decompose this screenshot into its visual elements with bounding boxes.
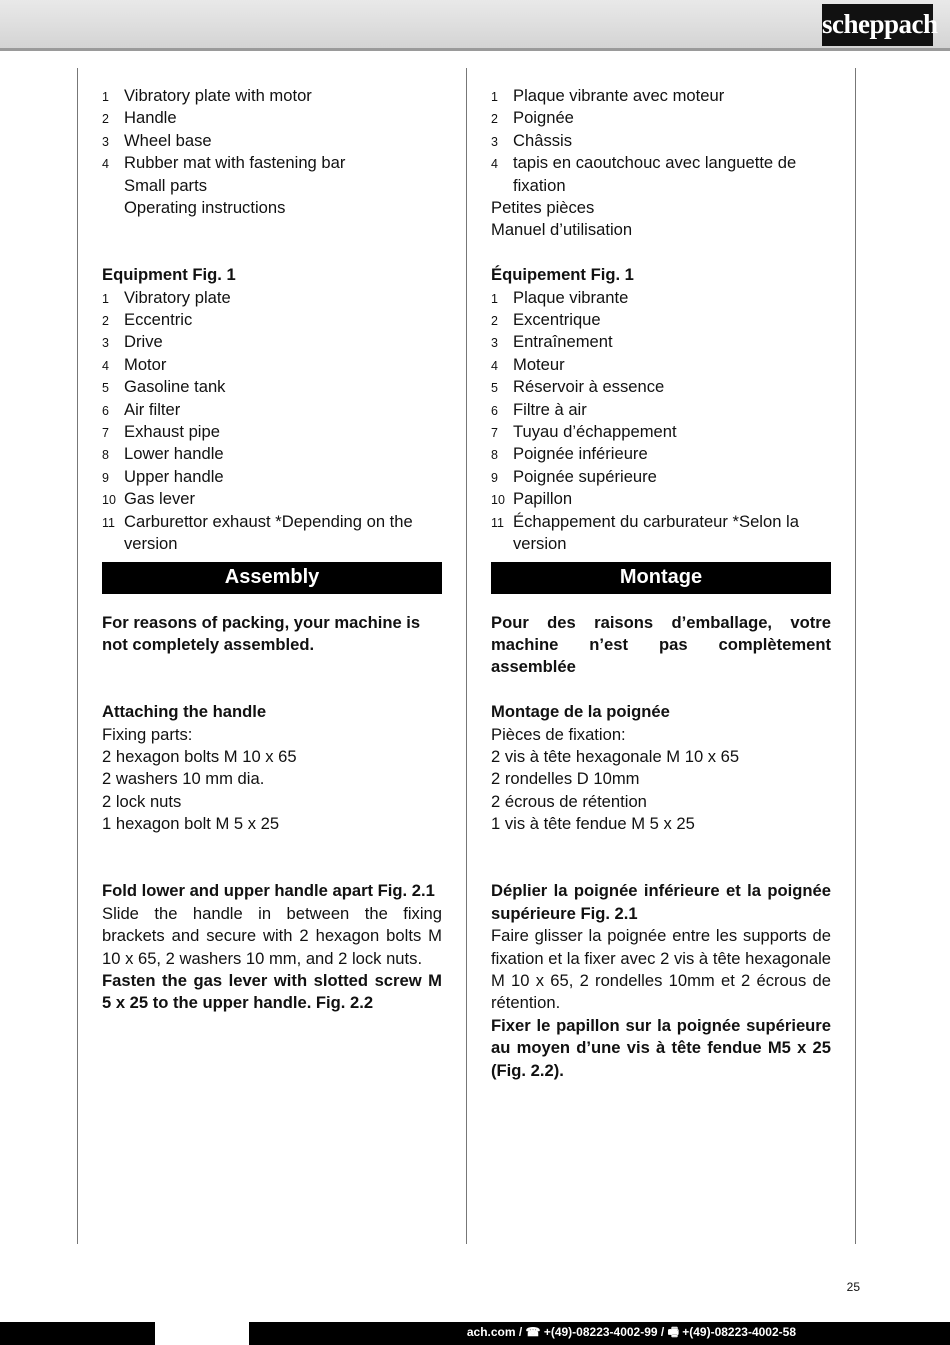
column-rule-left [77, 68, 78, 1244]
list-item: 2 hexagon bolts M 10 x 65 [102, 746, 297, 766]
packing-note: For reasons of packing, your machine is not completely assembled. [102, 612, 421, 654]
list-item: 5 Gasoline tank [102, 377, 226, 397]
french-column [491, 85, 831, 1082]
list-item: 3 Châssis [491, 130, 573, 150]
column-rule-middle [466, 68, 467, 1244]
attach-handle-title: Attaching the handle [102, 702, 267, 722]
list-item: 2 vis à tête hexagonale M 10 x 65 [491, 746, 740, 766]
fixing-parts-list [102, 724, 442, 836]
list-item: 4 tapis en caoutchouc avec languette de fixation [491, 153, 797, 195]
list-item: 4 Motor [102, 354, 167, 374]
parts-list [491, 85, 831, 242]
list-item: 2 lock nuts [102, 791, 182, 811]
footer-bar [249, 1322, 950, 1345]
list-item: 1 Vibratory plate with motor [102, 86, 312, 105]
list-item: 1 Vibratory plate [102, 287, 231, 307]
equipment-title: Équipement Fig. 1 [491, 265, 634, 285]
page-number: 25 [846, 1280, 860, 1294]
list-item: 3 Drive [102, 332, 163, 352]
list-item: Petites pièces [491, 198, 595, 218]
list-item: 8 Poignée inférieure [491, 444, 648, 464]
list-item: 9 Poignée supérieure [491, 466, 657, 486]
list-item: 3 Wheel base [102, 130, 212, 150]
list-item: Operating instructions [124, 198, 286, 218]
packing-note: Pour des raisons d’emballage, votre machine n’est pas complètement assemblée [491, 612, 831, 677]
list-item: 4 Rubber mat with fastening bar [102, 153, 346, 173]
list-item: 1 Plaque vibrante [491, 287, 629, 307]
list-item: 2 rondelles D 10mm [491, 769, 640, 789]
list-item: 6 Filtre à air [491, 399, 587, 419]
list-item: 1 Plaque vibrante avec moteur [491, 86, 725, 105]
list-item: Manuel d’utilisation [491, 220, 633, 240]
list-item: 5 Réservoir à essence [491, 377, 665, 397]
list-item: 3 Entraînement [491, 332, 613, 352]
list-item: 1 hexagon bolt M 5 x 25 [102, 814, 280, 834]
fasten-gas-lever-text: Fasten the gas lever with slotted screw M 5 x 25 to the upper handle. Fig. 2.2 [102, 970, 442, 1013]
footer-contact-text: ach.com / ☎ +(49)-08223-4002-99 / 🖷 +(49)-08223-4002-58 [466, 1325, 796, 1339]
list-item: 2 Excentrique [491, 310, 601, 330]
list-item: 8 Lower handle [102, 444, 224, 464]
list-item: 7 Exhaust pipe [102, 422, 220, 442]
list-item: 6 Air filter [102, 399, 181, 419]
list-item: Fixing parts: [102, 724, 193, 744]
fixing-parts-list [491, 724, 831, 836]
fold-handle-text: Slide the handle in between the fixing brackets and secure with 2 hexagon bolts M 10 x 65, 2 washers 10 mm, and 2 lock nuts. [102, 903, 442, 968]
section-title-bar: Assembly [102, 562, 442, 594]
list-item: Small parts [124, 175, 207, 195]
list-item: 10 Papillon [491, 489, 573, 509]
equipment-list [491, 287, 831, 556]
column-rule-right [855, 68, 856, 1244]
header-bar [0, 0, 950, 51]
attach-handle-title: Montage de la poignée [491, 702, 670, 722]
fold-handle-title: Fold lower and upper handle apart Fig. 2.1 [102, 881, 435, 901]
fasten-gas-lever-text: Fixer le papillon sur la poignée supérieure au moyen d’une vis à tête fendue M5 x 25 (Fig. 2.2). [491, 1015, 831, 1080]
list-item: 2 Poignée [491, 108, 574, 128]
list-item: 1 vis à tête fendue M 5 x 25 [491, 814, 695, 834]
list-item: 2 washers 10 mm dia. [102, 769, 265, 789]
list-item: 11 Carburettor exhaust *Depending on the version [102, 511, 413, 554]
footer-bar-left [0, 1322, 155, 1345]
equipment-title: Equipment Fig. 1 [102, 265, 236, 285]
section-title-bar: Montage [491, 562, 831, 594]
list-item: 2 Handle [102, 108, 177, 128]
list-item: 2 Eccentric [102, 310, 193, 330]
english-column [102, 85, 442, 1015]
list-item: 7 Tuyau d’échappement [491, 422, 677, 442]
parts-list [102, 85, 442, 219]
fold-handle-text: Faire glisser la poignée entre les supports de fixation et la fixer avec 2 vis à tête hexagonale M 10 x 65, 2 rondelles 10mm et 2 écrous de rétention. [491, 926, 831, 1013]
brand-logo: scheppach [822, 4, 933, 46]
equipment-list [102, 287, 442, 556]
list-item: 11 Échappement du carburateur *Selon la version [491, 511, 799, 554]
list-item: 4 Moteur [491, 354, 565, 374]
fold-handle-title: Déplier la poignée inférieure et la poignée supérieure Fig. 2.1 [491, 881, 831, 923]
list-item: 9 Upper handle [102, 466, 224, 486]
list-item: 2 écrous de rétention [491, 791, 647, 811]
list-item: Pièces de fixation: [491, 724, 626, 744]
list-item: 10 Gas lever [102, 489, 196, 509]
